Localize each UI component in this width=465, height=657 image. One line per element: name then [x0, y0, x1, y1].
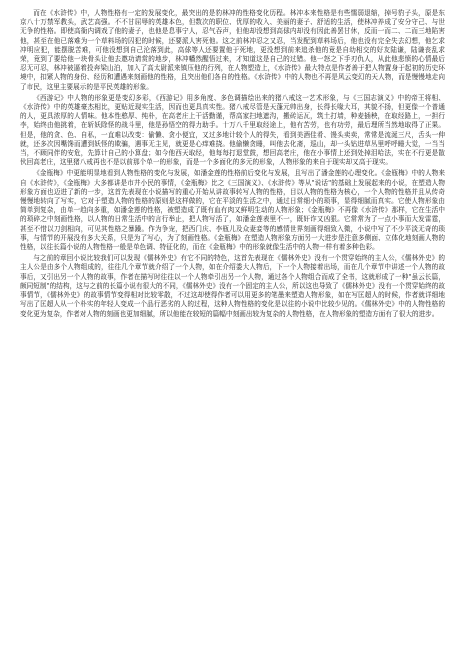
paragraph-journey-west: 《西游记》中人物的形象更是变幻多彩，《西游记》用多角度、多色调描绘出来的猪八戒这一艺术形象，与《三国志演义》中的帝王将相、《水浒传》中的英雄豪杰相比，更贴近现实生活，因而也更具真实性。猪八戒尽管是天蓬元帅出身，长得长喙大耳，其貌不扬，但更像一个普通的人，更具浓厚的人情味。他本性憨厚、纯朴，在高老庄上干活勤谨，帮高家扫地遮沟，搬砖运瓦，筑土打墙，种麦插秧，在取经路上，一担行李，始终由他挑着，在斩妖除怪的战斗里，他是孙悟空的得力助手。十万八千里取经途上，他有苦劳，也有功劳，最后理所当然地取得了正果。但是，他的贪、色、自私，一直难以改变：偷懒、贪小便宜，又过多地计较个人的得失，看到美酒佳肴、馒头卖卖，常常是流涎三尺，舌头一伸就，还多次因嘴馋而遭到妖怪的欺骗，遇事无主见，就更是心痒难挠。他偷懒贪睡，叫他去化斋，巡山，却一头钻进草丛里呼呼睡大觉，一当当当，不顾同伴的安危，先算计自己的小算盘；如今他西天取经，他每每打退堂鼓，想回高老庄，他在小事情上还到处掉泪哈法，实在不行更是散伙回高老庄，这里猪八戒再也不是以前那个单一的形象，而是一个多面化的多元的形象，人物形象的来自于现实却又高于现实。 — [20, 93, 445, 167]
paragraph-water-margin: 而在《水浒传》中，人物性格有一定的发展变化，最突出的是豹林冲的性格变化历程。林冲本来性格是有些懦弱退缩，掉号豹子头，原是东京八十万禁军教头，武艺高强。不不甘屈辱的英雄本色，但数次的职位、优厚的收入、美丽的妻子、舒适的生活，使林冲养成了安分守己、与世无争的性格。即使高衙内调戏了他的妻子，也他是息事宁人，忍气吞声，但他却没想到高俅内却没有因此善罢甘休，反而一而二、二而三地陷害他，甚至在他已落难为一个草料场的囚犯的时候，还要派人害死他。这之前林冲忍之又忍，当发配到草料场后，他也没有完全失去幻想，他乞求冲明应犯，能摆脱苦难，可他没想到自己沦落到此，高俅等人还要置他于死地，更没想到前来追杀他的竟是自幼相交的好友陆谦，陆谦丧乱求荣，竟到了要给他一块骨头让他去邀功请赏的地步，林冲幡然醒悟过来，才知道这是自己的过错。他一怒之下手刃仇人，从此他悲愤的心情最后忍无可忍，林冲被逼着投奔梁山泊，加入了高太尉派来镇压他的行列，在人物塑造上，《水浒传》最大特点是作者善于把人物置身于起初的历史环境中，扣紧人物的身份、经历和遭遇来刻画他的性格，且突出他们各自的性格。《水浒传》中的人物也不再是风云变幻的天人物，而是慢慢地走向了市民，这里主要展示的是平民英雄的形象。 — [20, 9, 445, 91]
paragraph-scholars: 与之前的章回小说比较我们可以发现《儒林外史》有它不同的特色，这首先表现在《儒林外史》没有一个贯穿始终的主人公，《儒林外史》的主人公是由多个人物组成的，往往几个章节就介绍了一个人物，如在介绍娄大人物后，下一个人物接着出场，而在几个章节中讲述一个人物的故事后，又引出另一个人物的故事，作者在描写时往往以一个人物牵引出另一个人物，通过各个人物组合而成了全书，这就形成了一种"虽云长篇，颇同短制"的结构，这与之前的长篇小说有很大的不同，《儒林外史》没有一个固定的主人公，所以这也导致了《儒林外史》没有一个贯穿始终的故事情节，《儒林外史》的故事情节变得相对比较零散，不过这却使得作者可以用更多的笔墨来塑造人物形象，如在写匡超人的时候，作者就详细地写出了匡超人从一个朴实的年轻人变成一个品行恶劣的人的过程，这种人物性格的变化是以往的小说中比较少见的。《儒林外史》中的人物性格的变化更为复杂，作者对人物的刻画也更加细腻，所以他能在较短的篇幅中刻画出较为复杂的人物性格，在人物形象的塑造方面有了很大的进步。 — [20, 254, 445, 318]
paragraph-jin-ping-mei: 《金瓶梅》中更能明显地看到人物性格的变化与发展，如潘金莲的性格前后变化与发展，且写出了潘金莲的心理变化。《金瓶梅》中的人物来自《水浒传》，《金瓶梅》大多都讲是市井小民的事情，《金瓶梅》比之《三国演义》、《水浒传》等从"说话"的基础上发展起来的小说，在塑造人物形象方面也迈进了新的一步，这首先表现在小说描写的重心开始从讲故事转写人物的性格，目以人物的性格为核心，一个人物的性格并且从传奇慢慢地转向了写实，它对于塑造人物的性格的原则是这样做的，它在平淡的生活之中，通过日常细小的琐事，显得细腻而真实。它使人物形象由简单到复杂，由单一趋向多重，如潘金莲的性格，被塑造成了既有血有肉又鲜明生动的人物形象；《金瓶梅》不再像《水浒传》那样，它在生活中的琐碎之中刻画性格，以人物的日常生活中的言行举止，把人物写活了，如潘金莲表里不一，既奸诈又凶狠。它常常为了一点小事而大发雷霆，甚至不惜以刀剑相向，可见其性格之暴躁。作为争宠，把西门庆、李瓶儿及众妻妾等的感情世界刻画得细致入微，小说中写了不少平淡无奇的琐事，与情节的开展没有多大关系，只是为了写心，为了刻画性格。《金瓶梅》在塑造人物形象方面另一大进步是注意多侧面、立体化地刻画人物的性格，以往长篇小说的人物性格一般是单色调、特征化的，而在《金瓶梅》中的形象就像生活中的人物一样有着多种色彩。 — [20, 169, 445, 252]
